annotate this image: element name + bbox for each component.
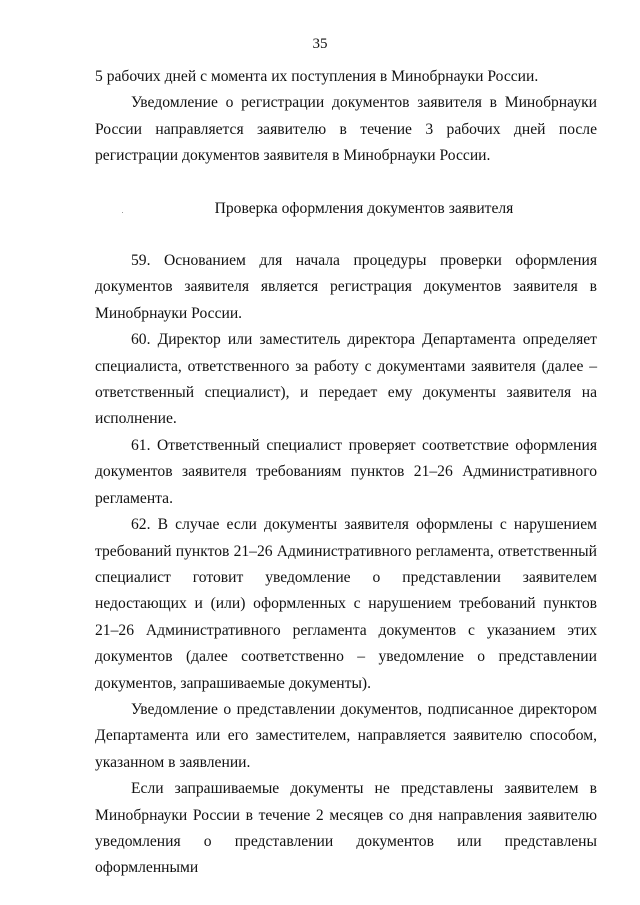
spacer	[95, 170, 597, 196]
paragraph-59: 59. Основанием для начала процедуры проверки оформления документов заявителя является регистрация документов заявителя в Минобрнауки России.	[95, 252, 597, 322]
page-number: 35	[312, 36, 328, 52]
scan-speck	[122, 212, 123, 213]
document-body	[95, 64, 597, 882]
paragraph-if-not-submitted: Если запрашиваемые документы не представлены заявителем в Минобрнауки России в течение 2 месяцев со дня направления заявителю уведомления о представлении документов или представлены оформленными	[95, 780, 597, 877]
section-heading: Проверка оформления документов заявителя	[214, 199, 514, 217]
paragraph-continuation: 5 рабочих дней с момента их поступления в Минобрнауки России.	[95, 68, 539, 85]
paragraph-62: 62. В случае если документы заявителя оформлены с нарушением требований пунктов 21–26 Административного регламента, ответственный специалист готовит уведомление о представлении заявителем недостающих и (или) оформленных с нарушением требований пунктов 21–26 Административного регламента документов с указанием этих документов (далее соответственно – уведомление о представлении документов, запрашиваемые документы).	[95, 516, 597, 692]
spacer	[95, 222, 597, 248]
paragraph-61: 61. Ответственный специалист проверяет соответствие оформления документов заявителя требованиям пунктов 21–26 Административного регламента.	[95, 436, 597, 507]
paragraph-registration-notice: Уведомление о регистрации документов заявителя в Минобрнауки России направляется заявителю в течение 3 рабочих дней после регистрации документов заявителя в Минобрнауки России.	[95, 94, 597, 165]
paragraph-notice-signed: Уведомление о представлении документов, подписанное директором Департамента или его заместителем, направляется заявителю способом, указанном в заявлении.	[95, 700, 597, 771]
paragraph-60: 60. Директор или заместитель директора Департамента определяет специалиста, ответственного за работу с документами заявителя (далее – ответственный специалист), и передает ему документы заявителя на исполнение.	[95, 331, 597, 428]
